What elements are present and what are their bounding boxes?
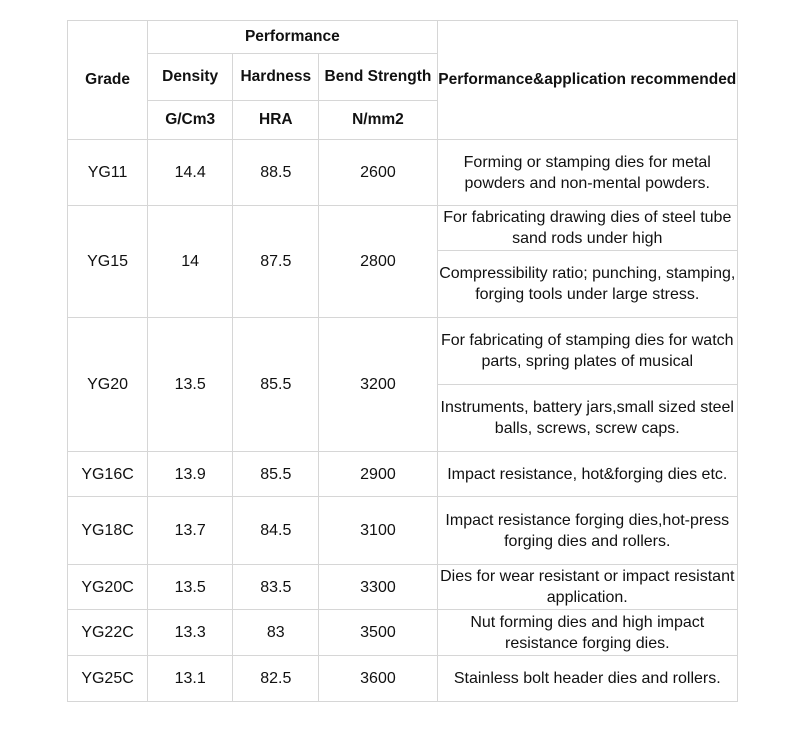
bend-cell: 3100 (319, 497, 437, 565)
hardness-cell: 85.5 (233, 318, 319, 452)
density-cell: 13.5 (148, 565, 233, 610)
table-row (68, 565, 738, 610)
grade-cell: YG16C (68, 452, 148, 497)
table-row (68, 497, 738, 565)
hardness-cell: 84.5 (233, 497, 319, 565)
grade-cell: YG22C (68, 610, 148, 656)
density-cell: 13.5 (148, 318, 233, 452)
density-cell: 14.4 (148, 140, 233, 206)
header-application: Performance&application recommended (437, 21, 737, 140)
application-cell: Impact resistance forging dies,hot-press forging dies and rollers. (437, 497, 737, 565)
bend-cell: 2900 (319, 452, 437, 497)
table-row (68, 452, 738, 497)
header-density: Density (148, 54, 233, 101)
grade-cell: YG11 (68, 140, 148, 206)
grade-cell: YG20 (68, 318, 148, 452)
hardness-cell: 88.5 (233, 140, 319, 206)
grade-cell: YG20C (68, 565, 148, 610)
header-grade: Grade (68, 21, 148, 140)
carbide-grade-table (67, 20, 738, 702)
grade-cell: YG15 (68, 206, 148, 318)
application-cell: Dies for wear resistant or impact resistant application. (437, 565, 737, 610)
density-cell: 13.7 (148, 497, 233, 565)
application-cell: Impact resistance, hot&forging dies etc. (437, 452, 737, 497)
header-density-unit: G/Cm3 (148, 101, 233, 140)
header-bend-strength: Bend Strength (319, 54, 437, 101)
header-bend-unit: N/mm2 (319, 101, 437, 140)
table-row (68, 206, 738, 251)
table-row (68, 140, 738, 206)
bend-cell: 3200 (319, 318, 437, 452)
bend-cell: 2800 (319, 206, 437, 318)
density-cell: 13.3 (148, 610, 233, 656)
grade-cell: YG25C (68, 656, 148, 702)
bend-cell: 2600 (319, 140, 437, 206)
hardness-cell: 83.5 (233, 565, 319, 610)
hardness-cell: 83 (233, 610, 319, 656)
table-row (68, 610, 738, 656)
application-cell: Stainless bolt header dies and rollers. (437, 656, 737, 702)
hardness-cell: 85.5 (233, 452, 319, 497)
header-hardness-unit: HRA (233, 101, 319, 140)
application-cell: For fabricating of stamping dies for watch parts, spring plates of musical (437, 318, 737, 385)
application-cell: For fabricating drawing dies of steel tube sand rods under high (437, 206, 737, 251)
application-cell: Compressibility ratio; punching, stamping, forging tools under large stress. (437, 251, 737, 318)
header-hardness: Hardness (233, 54, 319, 101)
density-cell: 13.1 (148, 656, 233, 702)
hardness-cell: 82.5 (233, 656, 319, 702)
bend-cell: 3300 (319, 565, 437, 610)
hardness-cell: 87.5 (233, 206, 319, 318)
table-row (68, 318, 738, 385)
grade-cell: YG18C (68, 497, 148, 565)
table-row (68, 656, 738, 702)
density-cell: 13.9 (148, 452, 233, 497)
bend-cell: 3500 (319, 610, 437, 656)
header-performance: Performance (148, 21, 437, 54)
bend-cell: 3600 (319, 656, 437, 702)
application-cell: Nut forming dies and high impact resistance forging dies. (437, 610, 737, 656)
density-cell: 14 (148, 206, 233, 318)
application-cell: Instruments, battery jars,small sized steel balls, screws, screw caps. (437, 385, 737, 452)
application-cell: Forming or stamping dies for metal powders and non-mental powders. (437, 140, 737, 206)
